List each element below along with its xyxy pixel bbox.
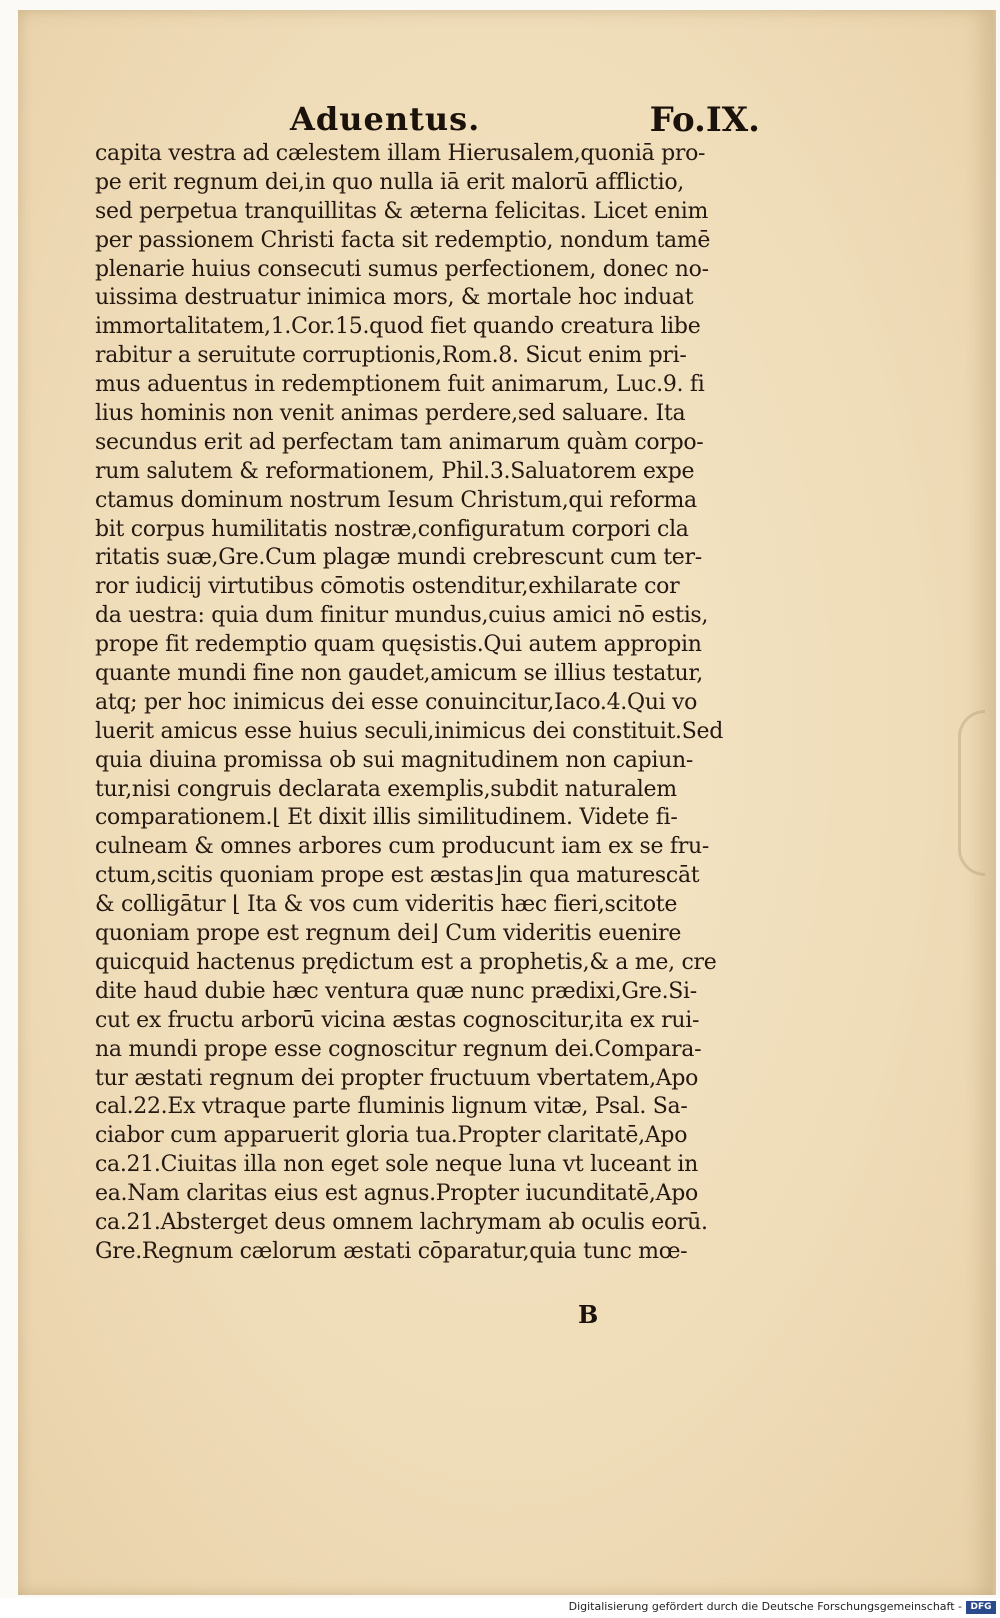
text-line: uissima destruatur inimica mors, & mortale hoc induat	[95, 285, 694, 311]
text-line: rabitur a seruitute corruptionis,Rom.8. Sicut enim pri-	[95, 343, 687, 369]
text-line: ciabor cum apparuerit gloria tua.Propter claritatē,Apo	[95, 1123, 688, 1149]
text-line: ctum,scitis quoniam prope est æstas⌋in qua maturescāt	[95, 863, 700, 889]
running-title: Aduentus.	[290, 100, 481, 138]
digitization-credit: Digitalisierung gefördert durch die Deutsche Forschungsgemeinschaft -	[568, 1600, 962, 1613]
text-line: ctamus dominum nostrum Iesum Christum,qui reforma	[95, 487, 697, 513]
text-line: capita vestra ad cælestem illam Hierusalem,quoniā pro-	[95, 141, 706, 166]
text-line: atq; per hoc inimicus dei esse conuincitur,Iaco.4.Qui vo	[95, 689, 698, 715]
text-line: dite haud dubie hæc ventura quæ nunc prædixi,Gre.Si-	[95, 978, 697, 1004]
text-line: culneam & omnes arbores cum producunt iam ex se fru-	[95, 834, 709, 860]
text-line: ror iudicij virtutibus cōmotis ostenditur,exhilarate cor	[95, 574, 680, 600]
text-line: luerit amicus esse huius seculi,inimicus dei constituit.Sed	[95, 718, 724, 744]
text-line: da uestra: quia dum finitur mundus,cuius amici nō estis,	[95, 603, 709, 629]
body-text	[95, 140, 795, 1267]
binding-clasp-shadow	[958, 710, 985, 876]
text-line: ca.21.Absterget deus omnem lachrymam ab oculis eorū.	[95, 1209, 708, 1235]
text-line: plenarie huius consecuti sumus perfectionem, donec no-	[95, 256, 709, 282]
text-line: na mundi prope esse cognoscitur regnum dei.Compara-	[95, 1036, 702, 1062]
text-line: comparationem.⌊ Et dixit illis similitudinem. Videte fi-	[95, 805, 678, 831]
footer-bar	[0, 1598, 1000, 1618]
text-line: cut ex fructu arborū vicina æstas cognoscitur,ita ex rui-	[95, 1007, 700, 1033]
text-line: ca.21.Ciuitas illa non eget sole neque luna vt luceant in	[95, 1152, 699, 1178]
text-line: quoniam prope est regnum dei⌋ Cum videritis euenire	[95, 921, 682, 947]
text-line: pe erit regnum dei,in quo nulla iā erit malorū afflictio,	[95, 169, 684, 195]
text-line: bit corpus humilitatis nostræ,configuratum corpori cla	[95, 516, 689, 542]
text-line: per passionem Christi facta sit redemptio, nondum tamē	[95, 227, 711, 253]
text-line: secundus erit ad perfectam tam animarum quàm corpo-	[95, 429, 704, 455]
text-line: prope fit redemptio quam quęsistis.Qui autem appropin	[95, 632, 702, 658]
text-line: Gre.Regnum cælorum æstati cōparatur,quia tunc mœ-	[95, 1238, 688, 1264]
text-line: rum salutem & reformationem, Phil.3.Saluatorem expe	[95, 458, 695, 484]
text-line: ritatis suæ,Gre.Cum plagæ mundi crebrescunt cum ter-	[95, 545, 702, 571]
text-line: lius hominis non venit animas perdere,sed saluare. Ita	[95, 401, 686, 427]
folio-number: Fo.IX.	[649, 100, 760, 140]
text-line: sed perpetua tranquillitas & æterna felicitas. Licet enim	[95, 198, 709, 224]
text-line: cal.22.Ex vtraque parte fluminis lignum vitæ, Psal. Sa-	[95, 1094, 688, 1120]
text-line: & colligātur ⌊ Ita & vos cum videritis hæc fieri,scitote	[95, 892, 678, 918]
text-line: mus aduentus in redemptionem fuit animarum, Luc.9. fi	[95, 372, 705, 398]
text-line: tur,nisi congruis declarata exemplis,subdit naturalem	[95, 776, 677, 802]
text-line: immortalitatem,1.Cor.15.quod fiet quando creatura libe	[95, 314, 701, 340]
text-line: ea.Nam claritas eius est agnus.Propter iucunditatē,Apo	[95, 1181, 698, 1207]
signature-mark: B	[578, 1300, 599, 1329]
dfg-logo-icon: DFG	[966, 1601, 996, 1614]
text-line: quicquid hactenus prędictum est a prophetis,& a me, cre	[95, 949, 717, 975]
text-line: quia diuina promissa ob sui magnitudinem non capiun-	[95, 747, 693, 773]
text-line: quante mundi fine non gaudet,amicum se illius testatur,	[95, 661, 703, 687]
text-line: tur æstati regnum dei propter fructuum vbertatem,Apo	[95, 1065, 699, 1091]
